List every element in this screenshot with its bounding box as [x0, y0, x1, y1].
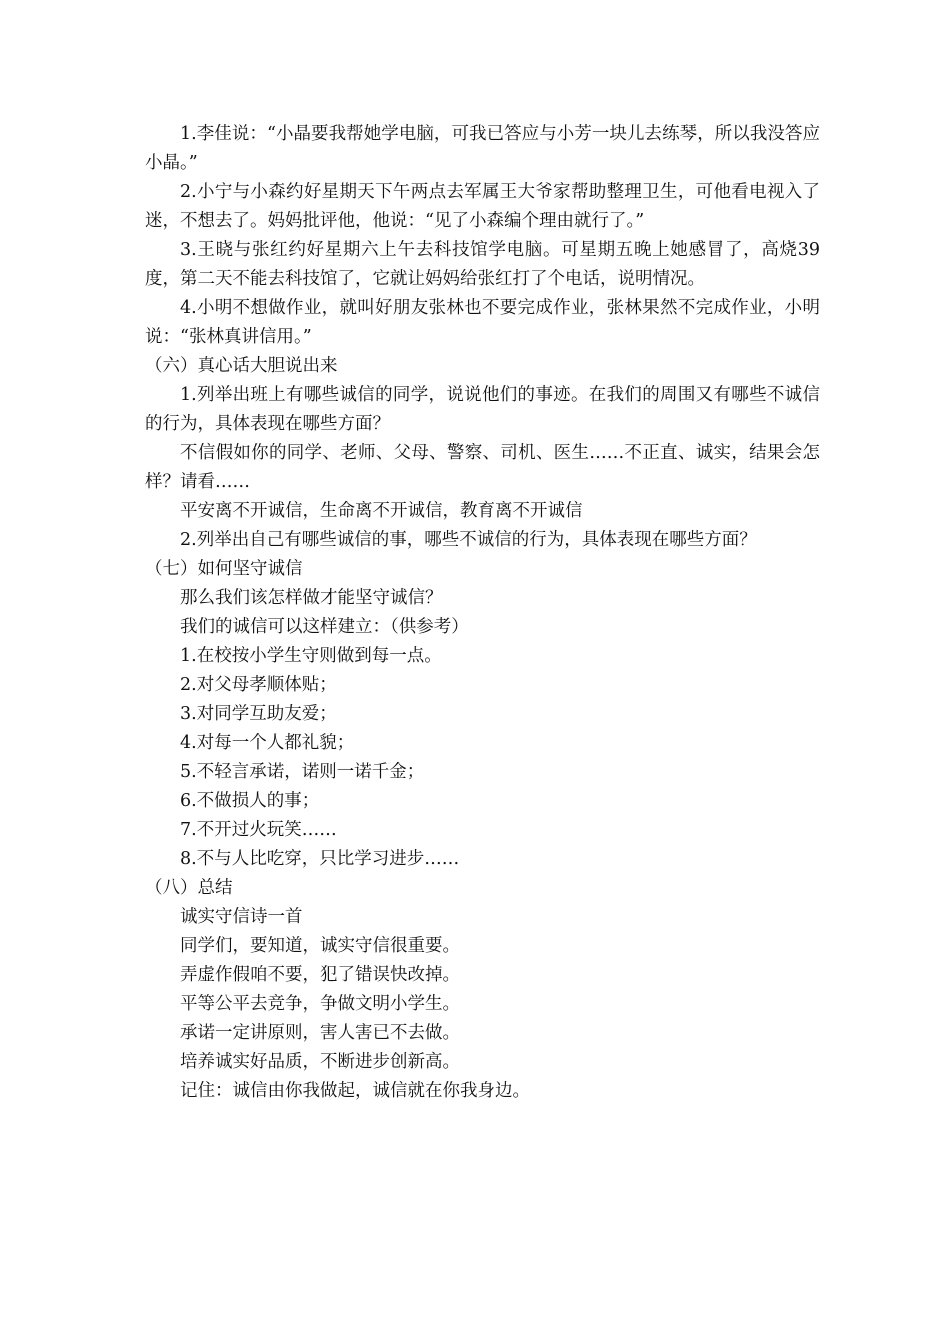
section-heading: （八）总结 [145, 878, 233, 898]
closing-line: 记住：诚信由你我做起，诚信就在你我身边。 [180, 1081, 530, 1101]
section-heading: （六）真心话大胆说出来 [145, 356, 338, 376]
poem-line: 平等公平去竞争，争做文明小学生。 [180, 994, 460, 1014]
poem-line: 弄虚作假咱不要，犯了错误快改掉。 [180, 965, 460, 985]
list-item: 8.不与人比吃穿，只比学习进步…… [180, 849, 460, 869]
paragraph: 1.李佳说：“小晶要我帮她学电脑，可我已答应与小芳一块儿去练琴，所以我没答应小晶。” [145, 124, 820, 173]
paragraph: 那么我们该怎样做才能坚守诚信？ [180, 588, 443, 608]
paragraph: 平安离不开诚信，生命离不开诚信，教育离不开诚信 [180, 501, 583, 521]
poem-line: 承诺一定讲原则，害人害已不去做。 [180, 1023, 460, 1043]
paragraph: 4.小明不想做作业，就叫好朋友张林也不要完成作业，张林果然不完成作业，小明说：“张林真讲信用。” [145, 298, 820, 347]
poem-line: 培养诚实好品质，不断进步创新高。 [180, 1052, 460, 1072]
paragraph: 2.小宁与小森约好星期天下午两点去军属王大爷家帮助整理卫生，可他看电视入了迷，不想去了。妈妈批评他，他说：“见了小森编个理由就行了。” [145, 182, 820, 231]
list-item: 1.在校按小学生守则做到每一点。 [180, 646, 442, 666]
list-item: 4.对每一个人都礼貌； [180, 733, 355, 753]
list-item: 2.对父母孝顺体贴； [180, 675, 337, 695]
poem-line: 同学们，要知道，诚实守信很重要。 [180, 936, 460, 956]
paragraph: 3.王晓与张红约好星期六上午去科技馆学电脑。可星期五晚上她感冒了，高烧39度，第二天不能去科技馆了，它就让妈妈给张红打了个电话，说明情况。 [145, 240, 820, 289]
list-item: 6.不做损人的事； [180, 791, 320, 811]
poem-title: 诚实守信诗一首 [180, 907, 303, 927]
list-item: 7.不开过火玩笑…… [180, 820, 337, 840]
paragraph: 不信假如你的同学、老师、父母、警察、司机、医生……不正直、诚实，结果会怎样？请看…… [145, 443, 820, 492]
list-item: 3.对同学互助友爱； [180, 704, 337, 724]
paragraph: 2.列举出自己有哪些诚信的事，哪些不诚信的行为，具体表现在哪些方面？ [180, 530, 757, 550]
list-item: 5.不轻言承诺，诺则一诺千金； [180, 762, 425, 782]
document-body [145, 120, 820, 1106]
section-heading: （七）如何坚守诚信 [145, 559, 303, 579]
paragraph: 1.列举出班上有哪些诚信的同学，说说他们的事迹。在我们的周围又有哪些不诚信的行为，具体表现在哪些方面？ [145, 385, 820, 434]
paragraph: 我们的诚信可以这样建立：（供参考） [180, 617, 469, 637]
